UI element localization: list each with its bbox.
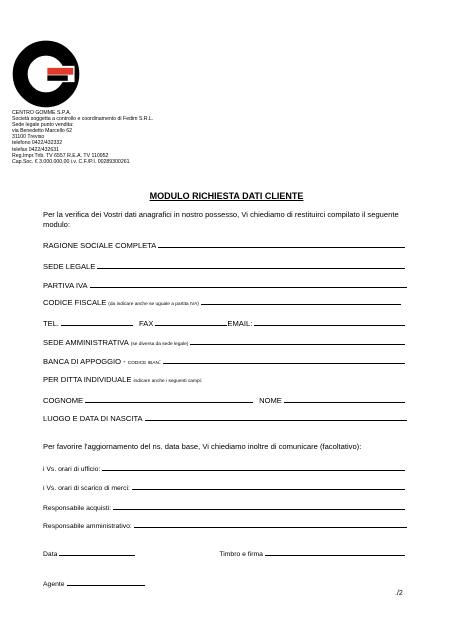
- company-info: [12, 110, 212, 165]
- field-footer-signature: [43, 548, 405, 558]
- intro-text: Per la verifica dei Vostri dati anagrafici in nostro possesso, Vi chiediamo di restituirci compilato il seguente modulo:: [43, 210, 399, 229]
- field-ditta-individuale: [43, 375, 202, 384]
- label-resp-amministrativo: Responsabile amministrativo:: [43, 523, 132, 530]
- input-sede-amministrativa[interactable]: [190, 337, 405, 345]
- field-codice-fiscale: [43, 297, 401, 307]
- company-line: Società soggetta a controllo e coordinamento di Fedim S.R.L.: [12, 116, 154, 123]
- company-line: CENTRO GOMME S.P.A.: [12, 110, 71, 116]
- label-partita-iva: PARTIVA IVA: [43, 281, 88, 290]
- input-ragione-sociale[interactable]: [158, 240, 405, 248]
- label-sede-legale: SEDE LEGALE: [43, 262, 96, 271]
- label-nome: NOME: [259, 396, 282, 405]
- label-data: Data: [43, 551, 58, 558]
- input-orari-scarico[interactable]: [132, 482, 405, 490]
- optional-intro-text: Per favorire l'aggiornamento del ns. data base, Vi chiediamo inoltre di comunicare (facoltativo):: [43, 442, 362, 451]
- label-orari-ufficio: i Vs. orari di ufficio:: [43, 466, 101, 473]
- company-line: via Benedetto Marcello 62: [12, 128, 72, 135]
- field-partita-iva: [43, 280, 407, 290]
- label-orari-scarico: i Vs. orari di scarico di merci:: [43, 485, 130, 492]
- label-cognome: COGNOME: [43, 396, 84, 405]
- input-tel[interactable]: [61, 318, 133, 326]
- field-nome-cognome: [43, 395, 405, 405]
- input-cognome[interactable]: [85, 395, 253, 403]
- input-nome[interactable]: [284, 395, 405, 403]
- input-sede-legale[interactable]: [97, 261, 405, 269]
- label-banca-colon: :: [158, 357, 162, 366]
- input-fax[interactable]: [155, 318, 227, 326]
- field-contacts: [43, 318, 405, 328]
- input-timbro[interactable]: [265, 548, 405, 556]
- label-tel: TEL.: [43, 319, 60, 328]
- label-email: EMAIL:: [227, 319, 253, 328]
- note-ditta-individuale: indicare anche i seguenti campi:: [133, 379, 203, 384]
- field-ragione-sociale: [43, 240, 405, 250]
- optional-intro: [43, 442, 361, 451]
- label-codice-fiscale: CODICE FISCALE: [43, 298, 107, 307]
- note-sede-amministrativa: (se diversa da sede legale): [130, 342, 189, 347]
- input-orari-ufficio[interactable]: [102, 463, 405, 471]
- label-banca: BANCA DI APPOGGIO -: [43, 357, 126, 366]
- label-resp-acquisti: Responsabile acquisti:: [43, 505, 112, 512]
- label-luogo-data: LUOGO E DATA DI NASCITA: [43, 414, 143, 423]
- field-agente: [43, 578, 145, 588]
- field-sede-amministrativa: [43, 337, 405, 347]
- input-banca[interactable]: [163, 356, 405, 364]
- input-partita-iva[interactable]: [90, 280, 407, 288]
- label-sede-amministrativa: SEDE AMMINISTRATIVA: [43, 338, 129, 347]
- input-email[interactable]: [254, 318, 405, 326]
- field-orari-ufficio: [43, 463, 405, 473]
- field-luogo-data: [43, 413, 407, 423]
- input-agente[interactable]: [67, 578, 145, 586]
- company-line: Sede legale punto vendita:: [12, 122, 74, 129]
- company-line: telefax 0422/432631: [12, 146, 60, 153]
- label-fax: FAX: [139, 319, 154, 328]
- label-ragione-sociale: RAGIONE SOCIALE COMPLETA: [43, 241, 157, 250]
- company-line: Cap.Soc. € 3.000.000,00 i.v. C.F./P.I. 00289300261: [12, 158, 130, 165]
- input-resp-acquisti[interactable]: [113, 502, 405, 510]
- field-banca: [43, 356, 405, 366]
- company-line: telefono 0422/432332: [12, 140, 63, 147]
- note-codice-fiscale: (da indicare anche se uguale a partita IVA): [108, 302, 199, 307]
- label-ditta-individuale: PER DITTA INDIVIDUALE: [43, 375, 132, 384]
- form-title: MODULO RICHIESTA DATI CLIENTE: [149, 191, 304, 201]
- input-codice-fiscale[interactable]: [201, 297, 401, 305]
- field-orari-scarico: [43, 482, 405, 492]
- field-sede-legale: [43, 261, 405, 271]
- input-data[interactable]: [59, 548, 135, 556]
- input-luogo-data[interactable]: [145, 413, 407, 421]
- company-logo-icon: [12, 40, 80, 108]
- field-resp-amministrativo: [43, 520, 407, 530]
- label-agente: Agente: [43, 581, 65, 588]
- label-timbro: Timbro e firma: [219, 551, 263, 558]
- page-number: ./2: [395, 590, 403, 597]
- company-line: 31100 Treviso: [12, 134, 45, 141]
- input-resp-amministrativo[interactable]: [134, 520, 407, 528]
- note-banca: CODICE IBAN: [127, 361, 159, 366]
- company-line: Reg.Impr.Trib. TV 6557 R.E.A. TV 110952: [12, 152, 109, 159]
- field-resp-acquisti: [43, 502, 405, 512]
